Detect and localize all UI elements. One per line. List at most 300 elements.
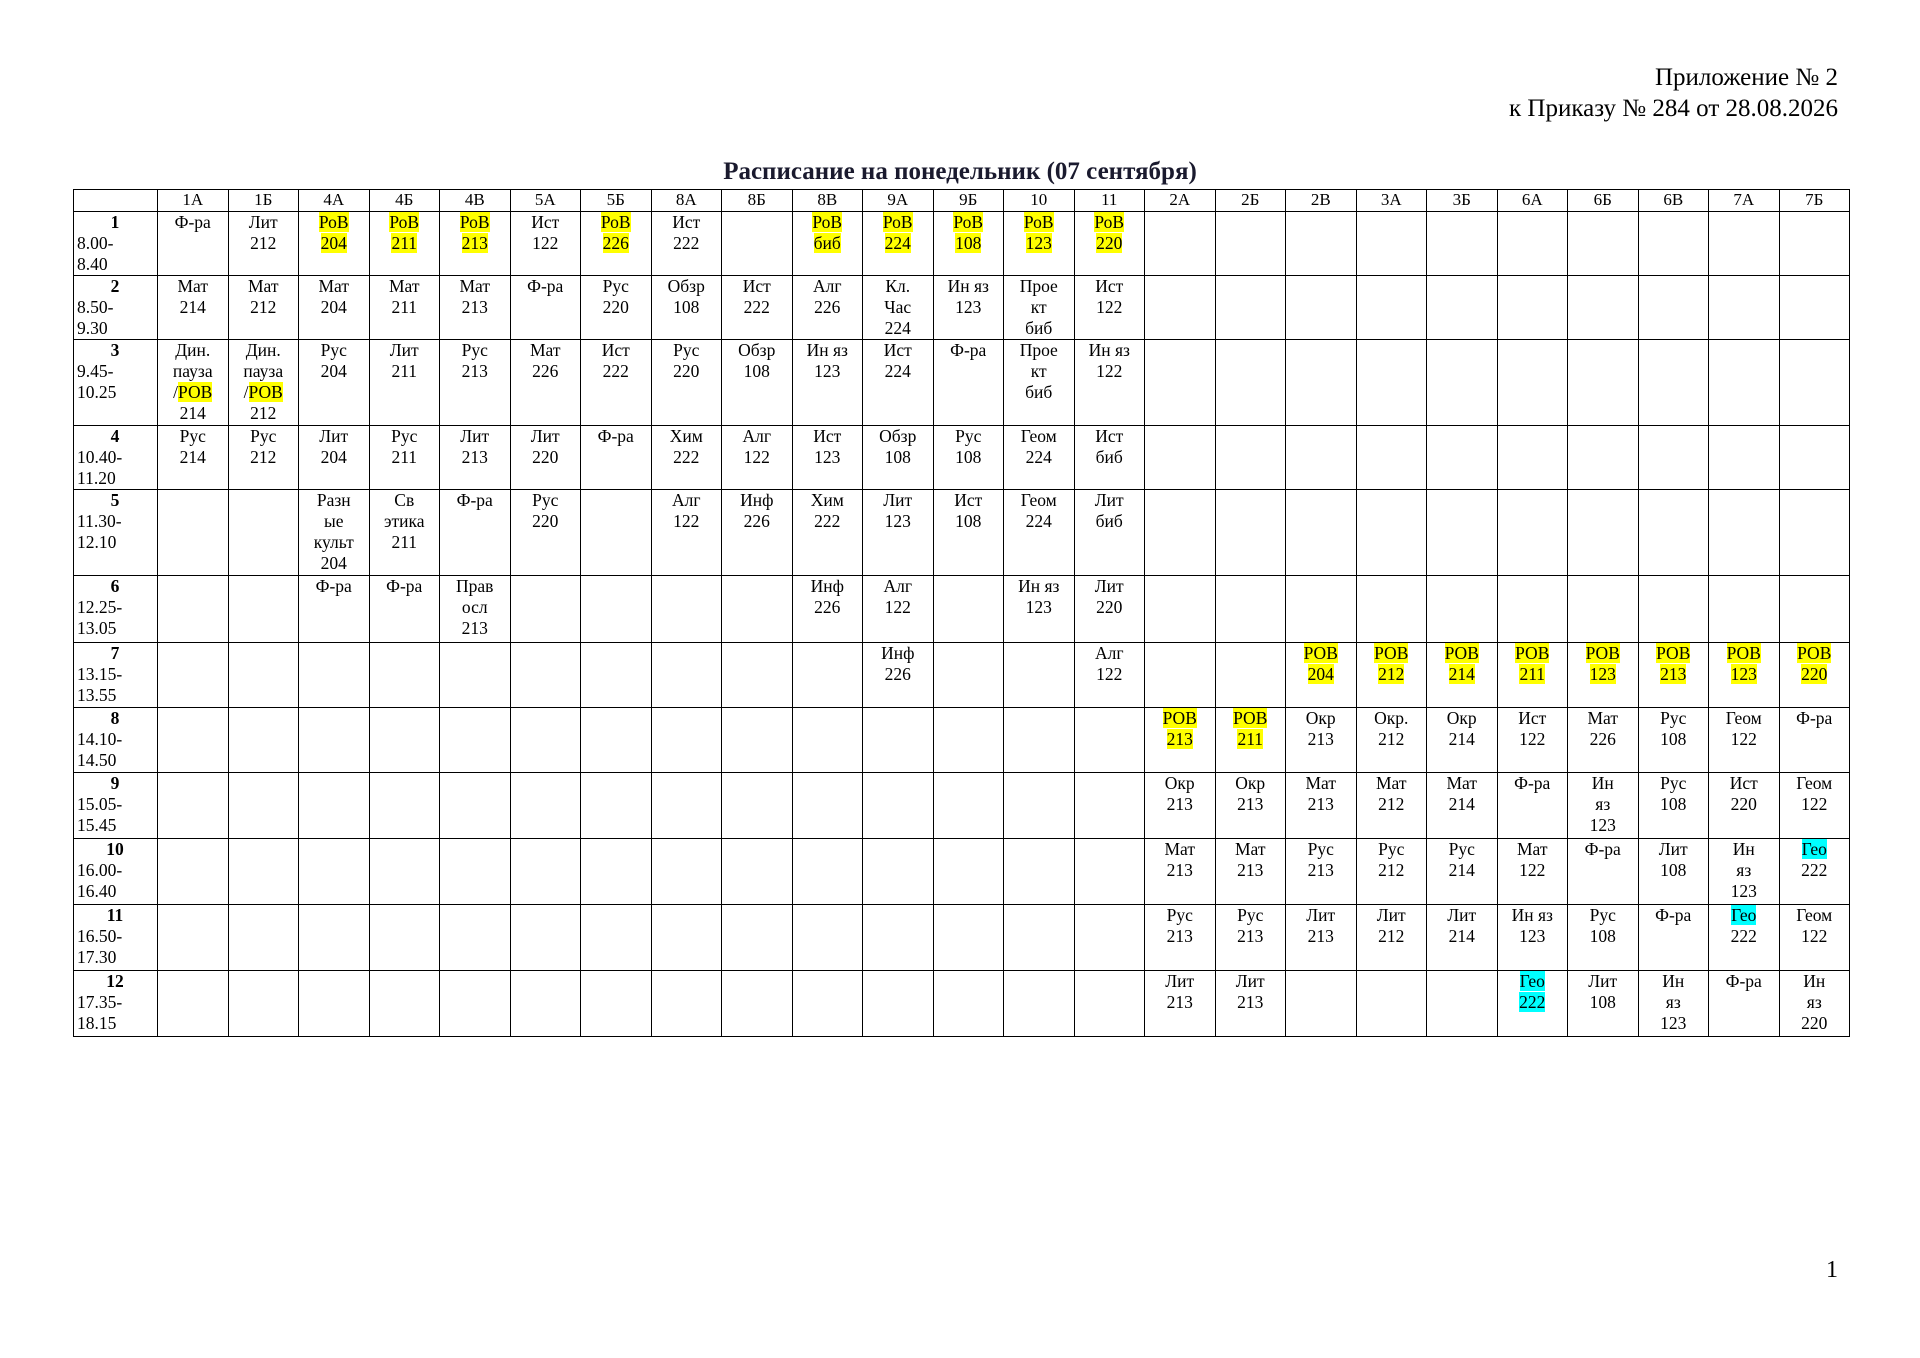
- lesson-text: 212: [1378, 794, 1405, 814]
- lesson-text: Ф-ра: [386, 576, 423, 596]
- lesson-cell: [1074, 643, 1145, 708]
- lesson-text: 212: [1378, 926, 1405, 946]
- lesson-text: 122: [1096, 664, 1123, 684]
- lesson-text: Ф-ра: [456, 490, 493, 510]
- lesson-text: РоВ: [882, 212, 913, 232]
- lesson-text: кт: [1030, 297, 1047, 317]
- lesson-cell: [1004, 490, 1075, 576]
- lesson-text: 212: [250, 297, 277, 317]
- lesson-cell: [1779, 839, 1850, 905]
- lesson-text: Лит: [389, 340, 419, 360]
- period-time: 14.10-: [77, 729, 123, 749]
- lesson-cell: [158, 490, 229, 576]
- lesson-text: 122: [532, 233, 559, 253]
- period-row: [74, 708, 1850, 773]
- lesson-cell: [1709, 708, 1780, 773]
- lesson-text: Окр: [1305, 708, 1336, 728]
- period-cell: [74, 773, 158, 839]
- lesson-text: Ин яз: [947, 276, 989, 296]
- lesson-text: РоВ: [459, 212, 490, 232]
- lesson-text: 123: [1730, 664, 1757, 684]
- lesson-cell: [581, 905, 652, 971]
- lesson-text: 214: [1448, 794, 1475, 814]
- lesson-text: Рус: [1660, 773, 1687, 793]
- lesson-cell: [1145, 708, 1216, 773]
- lesson-text: 213: [1237, 992, 1264, 1012]
- period-number: 12: [106, 971, 124, 991]
- corner-cell: [74, 190, 158, 212]
- lesson-text: 212: [250, 447, 277, 467]
- lesson-text: Окр: [1164, 773, 1195, 793]
- lesson-cell: [1145, 490, 1216, 576]
- lesson-text: Геом: [1020, 426, 1057, 446]
- lesson-text: 224: [884, 233, 911, 253]
- lesson-cell: [158, 340, 229, 426]
- lesson-cell: [228, 340, 299, 426]
- lesson-cell: [1356, 708, 1427, 773]
- lesson-cell: [722, 773, 793, 839]
- lesson-text: Алг: [671, 490, 701, 510]
- column-header: 8В: [792, 190, 863, 212]
- lesson-text: 226: [814, 597, 841, 617]
- lesson-text: Мат: [1234, 839, 1266, 859]
- period-time: 12.25-: [77, 597, 123, 617]
- lesson-text: 213: [461, 447, 488, 467]
- lesson-cell: [792, 643, 863, 708]
- lesson-cell: [933, 490, 1004, 576]
- lesson-cell: [1004, 708, 1075, 773]
- lesson-text: Лит: [1447, 905, 1477, 925]
- period-number: 11: [106, 905, 124, 925]
- period-time: 10.25: [77, 382, 117, 402]
- lesson-cell: [792, 490, 863, 576]
- lesson-cell: [1497, 212, 1568, 276]
- lesson-text: Рус: [955, 426, 982, 446]
- lesson-cell: [158, 773, 229, 839]
- lesson-cell: [1568, 643, 1639, 708]
- lesson-cell: [1004, 426, 1075, 490]
- column-header: 9А: [863, 190, 934, 212]
- lesson-text: Хим: [669, 426, 703, 446]
- column-header: 4А: [299, 190, 370, 212]
- lesson-text: 122: [743, 447, 770, 467]
- lesson-text: 122: [673, 511, 700, 531]
- lesson-text: РОВ: [1726, 643, 1761, 663]
- lesson-cell: [1145, 905, 1216, 971]
- lesson-cell: [369, 971, 440, 1037]
- lesson-text: Алг: [1094, 643, 1124, 663]
- column-header: 1Б: [228, 190, 299, 212]
- lesson-text: Рус: [673, 340, 700, 360]
- lesson-cell: [933, 276, 1004, 340]
- lesson-cell: [510, 576, 581, 643]
- period-cell: [74, 708, 158, 773]
- lesson-cell: [722, 971, 793, 1037]
- lesson-text: Ист: [601, 340, 630, 360]
- period-time: 13.05: [77, 618, 117, 638]
- lesson-cell: [299, 773, 370, 839]
- lesson-cell: [581, 708, 652, 773]
- lesson-text: биб: [1025, 318, 1053, 338]
- column-header: 6А: [1497, 190, 1568, 212]
- lesson-text: РОВ: [1303, 643, 1338, 663]
- lesson-cell: [792, 773, 863, 839]
- period-row: [74, 643, 1850, 708]
- lesson-cell: [792, 340, 863, 426]
- lesson-cell: [1638, 905, 1709, 971]
- lesson-cell: [1074, 905, 1145, 971]
- lesson-text: Св: [394, 490, 415, 510]
- period-row: [74, 490, 1850, 576]
- annex-line-1: Приложение № 2: [1654, 64, 1838, 91]
- period-row: [74, 576, 1850, 643]
- lesson-text: Лит: [460, 426, 490, 446]
- lesson-cell: [933, 905, 1004, 971]
- lesson-cell: [651, 276, 722, 340]
- lesson-text: 226: [884, 664, 911, 684]
- lesson-cell: [933, 340, 1004, 426]
- lesson-cell: [933, 426, 1004, 490]
- period-cell: [74, 340, 158, 426]
- lesson-cell: [863, 212, 934, 276]
- lesson-text: 123: [814, 361, 841, 381]
- lesson-text: 220: [1096, 597, 1123, 617]
- lesson-text: Рус: [1660, 708, 1687, 728]
- lesson-text: Алг: [812, 276, 842, 296]
- lesson-text: ые: [323, 511, 344, 531]
- lesson-cell: [722, 576, 793, 643]
- lesson-text: яз: [1665, 992, 1681, 1012]
- lesson-text: 108: [1660, 729, 1687, 749]
- lesson-text: РОВ: [1515, 643, 1550, 663]
- lesson-cell: [440, 340, 511, 426]
- lesson-text: Мат: [388, 276, 420, 296]
- lesson-text: РОВ: [1585, 643, 1620, 663]
- column-header: 8Б: [722, 190, 793, 212]
- lesson-cell: [933, 576, 1004, 643]
- lesson-cell: [792, 212, 863, 276]
- lesson-text: 213: [461, 361, 488, 381]
- lesson-text: 211: [391, 447, 418, 467]
- lesson-text: 108: [1660, 794, 1687, 814]
- lesson-cell: [1427, 708, 1498, 773]
- lesson-cell: [1497, 905, 1568, 971]
- lesson-cell: [933, 971, 1004, 1037]
- lesson-text: 108: [955, 447, 982, 467]
- lesson-cell: [581, 643, 652, 708]
- lesson-cell: [158, 905, 229, 971]
- lesson-text: 211: [391, 233, 418, 253]
- lesson-text: 122: [884, 597, 911, 617]
- lesson-cell: [299, 708, 370, 773]
- lesson-cell: [1004, 773, 1075, 839]
- lesson-cell: [1638, 340, 1709, 426]
- lesson-cell: [1356, 276, 1427, 340]
- lesson-cell: [1215, 490, 1286, 576]
- period-cell: [74, 426, 158, 490]
- lesson-cell: [299, 839, 370, 905]
- lesson-text: 123: [1660, 1013, 1687, 1033]
- lesson-text: 108: [955, 511, 982, 531]
- lesson-cell: [651, 839, 722, 905]
- lesson-text: 213: [1166, 926, 1193, 946]
- lesson-cell: [369, 576, 440, 643]
- lesson-text: 204: [320, 233, 347, 253]
- period-row: [74, 340, 1850, 426]
- period-time: 12.10: [77, 532, 117, 552]
- column-header: 6Б: [1568, 190, 1639, 212]
- period-time: 8.00-: [77, 233, 114, 253]
- lesson-cell: [228, 212, 299, 276]
- lesson-text: Алг: [883, 576, 913, 596]
- lesson-text: 213: [1237, 794, 1264, 814]
- lesson-cell: [1638, 971, 1709, 1037]
- period-number: 1: [110, 212, 120, 232]
- lesson-cell: [1638, 212, 1709, 276]
- lesson-cell: [510, 426, 581, 490]
- lesson-text: 123: [1025, 597, 1052, 617]
- lesson-text: РоВ: [318, 212, 349, 232]
- lesson-text: 123: [884, 511, 911, 531]
- column-header: 5Б: [581, 190, 652, 212]
- lesson-cell: [228, 708, 299, 773]
- period-number: 10: [106, 839, 124, 859]
- lesson-cell: [1145, 971, 1216, 1037]
- lesson-text: РоВ: [389, 212, 420, 232]
- lesson-text: 226: [602, 233, 629, 253]
- lesson-text: Ин: [1591, 773, 1614, 793]
- column-header: 9Б: [933, 190, 1004, 212]
- lesson-text: Прое: [1019, 276, 1058, 296]
- lesson-text: Гео: [1519, 971, 1545, 991]
- lesson-text: 108: [884, 447, 911, 467]
- lesson-cell: [1638, 490, 1709, 576]
- lesson-cell: [1497, 276, 1568, 340]
- lesson-cell: [1709, 340, 1780, 426]
- period-number: 2: [110, 276, 120, 296]
- lesson-text: Ист: [1095, 426, 1124, 446]
- schedule-title: Расписание на понедельник (07 сентября): [723, 158, 1197, 185]
- lesson-text: Мат: [1516, 839, 1548, 859]
- lesson-cell: [1004, 576, 1075, 643]
- lesson-cell: [581, 276, 652, 340]
- schedule-body: [74, 212, 1850, 1037]
- lesson-text: Рус: [1307, 839, 1334, 859]
- lesson-cell: [440, 212, 511, 276]
- lesson-text: 204: [1307, 664, 1334, 684]
- period-cell: [74, 576, 158, 643]
- lesson-cell: [722, 490, 793, 576]
- lesson-text: Ин яз: [806, 340, 848, 360]
- lesson-text: 214: [179, 447, 206, 467]
- lesson-cell: [581, 426, 652, 490]
- lesson-text: 212: [1378, 729, 1405, 749]
- lesson-cell: [299, 576, 370, 643]
- lesson-cell: [1427, 576, 1498, 643]
- lesson-text: 108: [673, 297, 700, 317]
- lesson-cell: [299, 276, 370, 340]
- lesson-cell: [1286, 340, 1357, 426]
- lesson-text: 220: [532, 447, 559, 467]
- lesson-cell: [1568, 773, 1639, 839]
- lesson-text: Геом: [1725, 708, 1762, 728]
- lesson-text: 213: [1237, 926, 1264, 946]
- period-time: 11.20: [77, 468, 116, 488]
- lesson-text: Кл.: [885, 276, 911, 296]
- lesson-cell: [1779, 212, 1850, 276]
- lesson-text: 220: [602, 297, 629, 317]
- lesson-cell: [863, 905, 934, 971]
- lesson-text: Ист: [1095, 276, 1124, 296]
- period-cell: [74, 490, 158, 576]
- lesson-text: 123: [1025, 233, 1052, 253]
- lesson-text: Ист: [813, 426, 842, 446]
- lesson-text: 222: [602, 361, 629, 381]
- lesson-cell: [651, 643, 722, 708]
- lesson-text: Час: [884, 297, 912, 317]
- lesson-text: 214: [1448, 729, 1475, 749]
- lesson-cell: [1356, 212, 1427, 276]
- lesson-cell: [369, 426, 440, 490]
- lesson-cell: [1286, 708, 1357, 773]
- lesson-text: 213: [1307, 860, 1334, 880]
- lesson-cell: [1497, 576, 1568, 643]
- lesson-cell: [1215, 426, 1286, 490]
- lesson-text: Прав: [456, 576, 494, 596]
- lesson-cell: [792, 276, 863, 340]
- lesson-cell: [1145, 212, 1216, 276]
- lesson-text: 220: [1801, 1013, 1828, 1033]
- lesson-cell: [1215, 276, 1286, 340]
- lesson-text: Обзр: [667, 276, 705, 296]
- lesson-text: 224: [1025, 511, 1052, 531]
- lesson-cell: [1356, 490, 1427, 576]
- lesson-cell: [228, 276, 299, 340]
- annex-line-2: к Приказу № 284 от 28.08.2026: [1509, 95, 1838, 122]
- lesson-cell: [440, 708, 511, 773]
- lesson-cell: [863, 576, 934, 643]
- lesson-text: Мат: [1375, 773, 1407, 793]
- page-number: 1: [1826, 1257, 1838, 1283]
- lesson-text: яз: [1595, 794, 1611, 814]
- lesson-text: Гео: [1731, 905, 1757, 925]
- lesson-cell: [1497, 839, 1568, 905]
- lesson-cell: [299, 905, 370, 971]
- lesson-text: Мат: [459, 276, 491, 296]
- lesson-cell: [1568, 212, 1639, 276]
- lesson-text: Рус: [1589, 905, 1616, 925]
- lesson-cell: [1779, 905, 1850, 971]
- period-time: 13.15-: [77, 664, 123, 684]
- lesson-cell: [1074, 212, 1145, 276]
- lesson-text: 213: [1307, 794, 1334, 814]
- lesson-text: биб: [1025, 382, 1053, 402]
- lesson-cell: [510, 971, 581, 1037]
- lesson-cell: [1497, 971, 1568, 1037]
- lesson-cell: [1004, 276, 1075, 340]
- lesson-cell: [1638, 276, 1709, 340]
- lesson-cell: [1779, 490, 1850, 576]
- lesson-text: Геом: [1020, 490, 1057, 510]
- lesson-cell: [1215, 576, 1286, 643]
- lesson-text: РоВ: [812, 212, 843, 232]
- lesson-text: Мат: [1587, 708, 1619, 728]
- lesson-text: РОВ: [1444, 643, 1479, 663]
- lesson-text: Лит: [1094, 576, 1124, 596]
- column-header: 3Б: [1427, 190, 1498, 212]
- period-time: 16.00-: [77, 860, 123, 880]
- period-number: 9: [110, 773, 120, 793]
- lesson-cell: [1004, 643, 1075, 708]
- lesson-text: Ф-ра: [315, 576, 352, 596]
- period-time: 9.45-: [77, 361, 114, 381]
- lesson-cell: [158, 212, 229, 276]
- lesson-text: Лит: [1165, 971, 1195, 991]
- lesson-text: 123: [1589, 815, 1616, 835]
- lesson-cell: [1709, 773, 1780, 839]
- period-time: 16.40: [77, 881, 117, 901]
- period-time: 16.50-: [77, 926, 123, 946]
- period-cell: [74, 212, 158, 276]
- lesson-text: 214: [179, 297, 206, 317]
- lesson-cell: [1568, 708, 1639, 773]
- lesson-text: Ин яз: [1088, 340, 1130, 360]
- lesson-cell: [1497, 426, 1568, 490]
- lesson-cell: [1427, 839, 1498, 905]
- lesson-cell: [863, 340, 934, 426]
- lesson-cell: [1638, 576, 1709, 643]
- period-cell: [74, 643, 158, 708]
- lesson-cell: [1709, 643, 1780, 708]
- lesson-text: Лит: [1235, 971, 1265, 991]
- lesson-cell: [228, 576, 299, 643]
- lesson-text: 108: [743, 361, 770, 381]
- period-time: 18.15: [77, 1013, 117, 1033]
- lesson-text: Лит: [248, 212, 278, 232]
- lesson-text-prefix: /: [243, 382, 249, 402]
- lesson-text: Рус: [320, 340, 347, 360]
- lesson-cell: [1004, 839, 1075, 905]
- lesson-cell: [1638, 708, 1709, 773]
- lesson-cell: [1004, 340, 1075, 426]
- lesson-text: яз: [1806, 992, 1822, 1012]
- lesson-text: 213: [1237, 860, 1264, 880]
- lesson-cell: [1215, 708, 1286, 773]
- lesson-cell: [1568, 971, 1639, 1037]
- lesson-text: Лит: [1306, 905, 1336, 925]
- lesson-text: Ф-ра: [1655, 905, 1692, 925]
- lesson-text: Мат: [177, 276, 209, 296]
- lesson-text: 122: [1096, 297, 1123, 317]
- lesson-text: 220: [1730, 794, 1757, 814]
- lesson-text: 108: [955, 233, 982, 253]
- lesson-cell: [1779, 708, 1850, 773]
- lesson-text: Рус: [1378, 839, 1405, 859]
- lesson-cell: [1356, 971, 1427, 1037]
- lesson-text: 204: [320, 297, 347, 317]
- lesson-text: 212: [1378, 664, 1405, 684]
- lesson-cell: [1427, 340, 1498, 426]
- period-row: [74, 905, 1850, 971]
- lesson-cell: [228, 905, 299, 971]
- lesson-cell: [1709, 212, 1780, 276]
- lesson-cell: [792, 971, 863, 1037]
- lesson-text: 220: [1801, 664, 1828, 684]
- lesson-text: Лит: [1588, 971, 1618, 991]
- lesson-text: 122: [1519, 729, 1546, 749]
- lesson-text: биб: [813, 233, 841, 253]
- lesson-cell: [1427, 905, 1498, 971]
